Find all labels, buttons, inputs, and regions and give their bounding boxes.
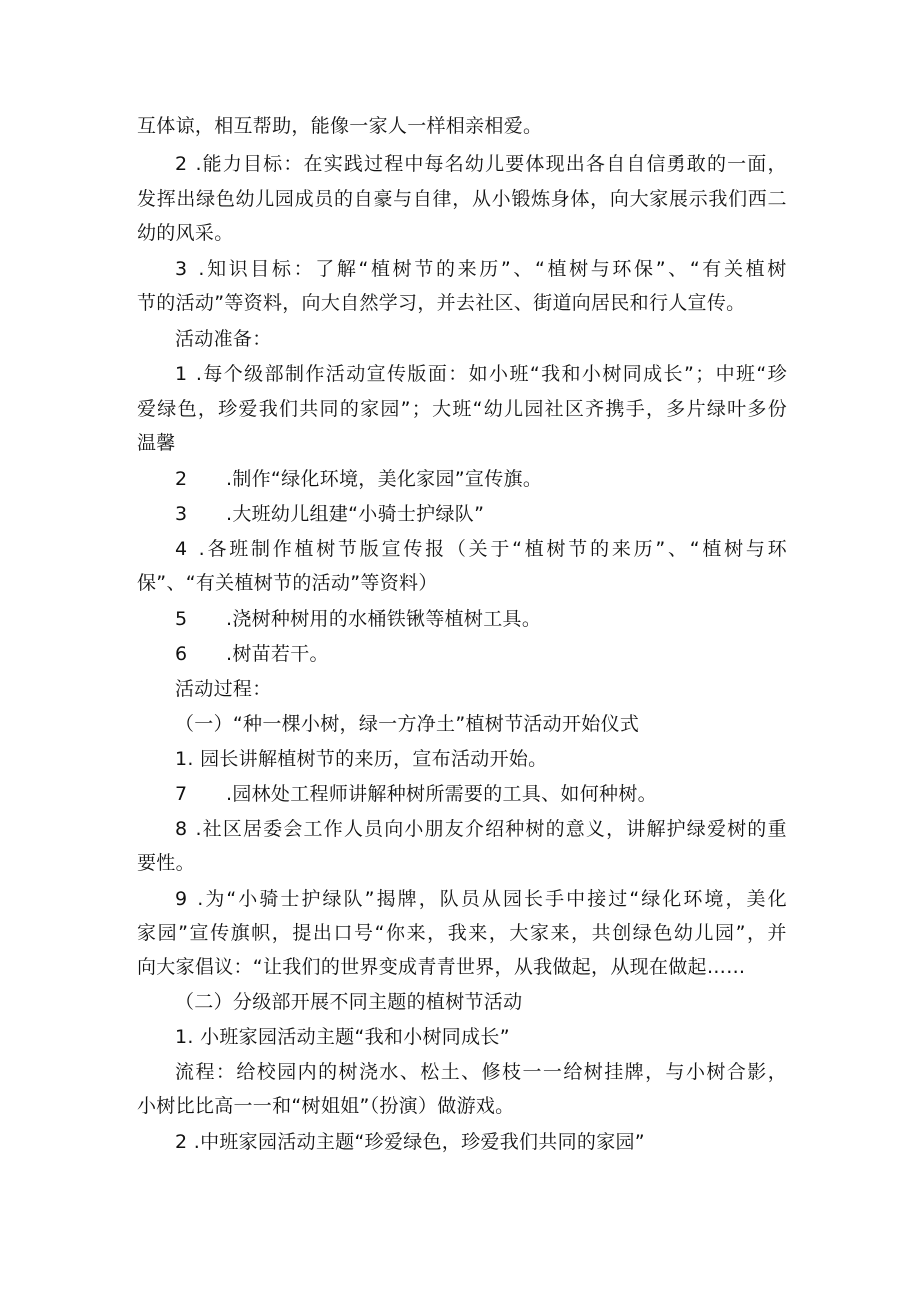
text-line: 1 . 每 个 级 部 制 作 活 动 宣 传 版 面 ： 如 小 班 “ 我 和 小 树 同 成 长 ” ； 中 班 “ 珍	[175, 363, 787, 385]
text-line: 向大家倡议：“让我们的世界变成青青世界，从我做起，从现在做起……	[137, 956, 746, 978]
subsection-heading: （二）分级部开展不同主题的植树节活动	[175, 991, 523, 1013]
text-line: 发 挥 出 绿 色 幼 儿 园 成 员 的 自 豪 与 自 律 ， 从 小 锻 炼 身 体 ， 向 大 家 展 示 我 们 西 二	[137, 188, 787, 210]
text-line: 9 . 为 “ 小 骑 士 护 绿 队 ” 揭 牌 ， 队 员 从 园 长 手 中 接 过 “ 绿 化 环 境 ， 美 化	[175, 888, 787, 910]
section-heading: 活动准备：	[175, 328, 272, 350]
text-line: 2 . 能 力 目 标 ： 在 实 践 过 程 中 每 名 幼 儿 要 体 现 出 各 自 自 信 勇 敢 的 一 面 ，	[175, 153, 787, 175]
text-line: 互体谅，相互帮助，能像一家人一样相亲相爱。	[137, 115, 543, 137]
text-line: 2 .中班家园活动主题“珍爱绿色，珍爱我们共同的家园”	[175, 1131, 645, 1153]
text-line: 温馨	[137, 432, 176, 454]
text-line: 节的活动”等资料，向大自然学习，并去社区、街道向居民和行人宣传。	[137, 292, 746, 314]
text-line: 1. 小班家园活动主题“我和小树同成长”	[175, 1026, 510, 1048]
text-line: 保”、“有关植树节的活动”等资料）	[137, 572, 438, 594]
text-line: 要性。	[137, 852, 195, 874]
text-line: 流 程 ： 给 校 园 内 的 树 浇 水 、 松 土 、 修 枝 一 一 给 树 挂 牌 ， 与 小 树 合 影 ，	[175, 1061, 787, 1083]
text-line: 家 园 ” 宣 传 旗 帜 ， 提 出 口 号 “ 你 来 ， 我 来 ， 大 家 来 ， 共 创 绿 色 幼 儿 园 ” ， 并	[137, 922, 787, 944]
text-line: 4 . 各 班 制 作 植 树 节 版 宣 传 报 （ 关 于 “ 植 树 节 的 来 历 ” 、 “ 植 树 与 环	[175, 538, 787, 560]
text-line: 爱 绿 色 ， 珍 爱 我 们 共 同 的 家 园 ” ； 大 班 “ 幼 儿 园 社 区 齐 携 手 ， 多 片 绿 叶 多 份	[137, 398, 787, 420]
text-line: 小树比比高一一和“树姐姐”（扮演）做游戏。	[137, 1095, 515, 1117]
text-line: 3 . 知 识 目 标 ： 了 解 “ 植 树 节 的 来 历 ” 、 “ 植 树 与 环 保 ” 、 “ 有 关 植 树	[175, 258, 787, 280]
text-line: 5 .浇树种树用的水桶铁锹等植树工具。	[175, 608, 542, 630]
section-heading: 活动过程：	[175, 678, 272, 700]
text-line: 2 .制作“绿化环境，美化家园”宣传旗。	[175, 468, 543, 490]
text-line: 1. 园长讲解植树节的来历，宣布活动开始。	[175, 748, 548, 770]
text-line: 6 .树苗若干。	[175, 643, 329, 665]
text-line: 7 .园林处工程师讲解种树所需要的工具、如何种树。	[175, 783, 657, 805]
subsection-heading: （一）“种一棵小树，绿一方净土”植树节活动开始仪式	[175, 713, 640, 735]
text-line: 3 .大班幼儿组建“小骑士护绿队”	[175, 503, 485, 525]
text-line: 幼的风采。	[137, 222, 234, 244]
text-line: 8 . 社 区 居 委 会 工 作 人 员 向 小 朋 友 介 绍 种 树 的 意 义 ， 讲 解 护 绿 爱 树 的 重	[175, 818, 787, 840]
